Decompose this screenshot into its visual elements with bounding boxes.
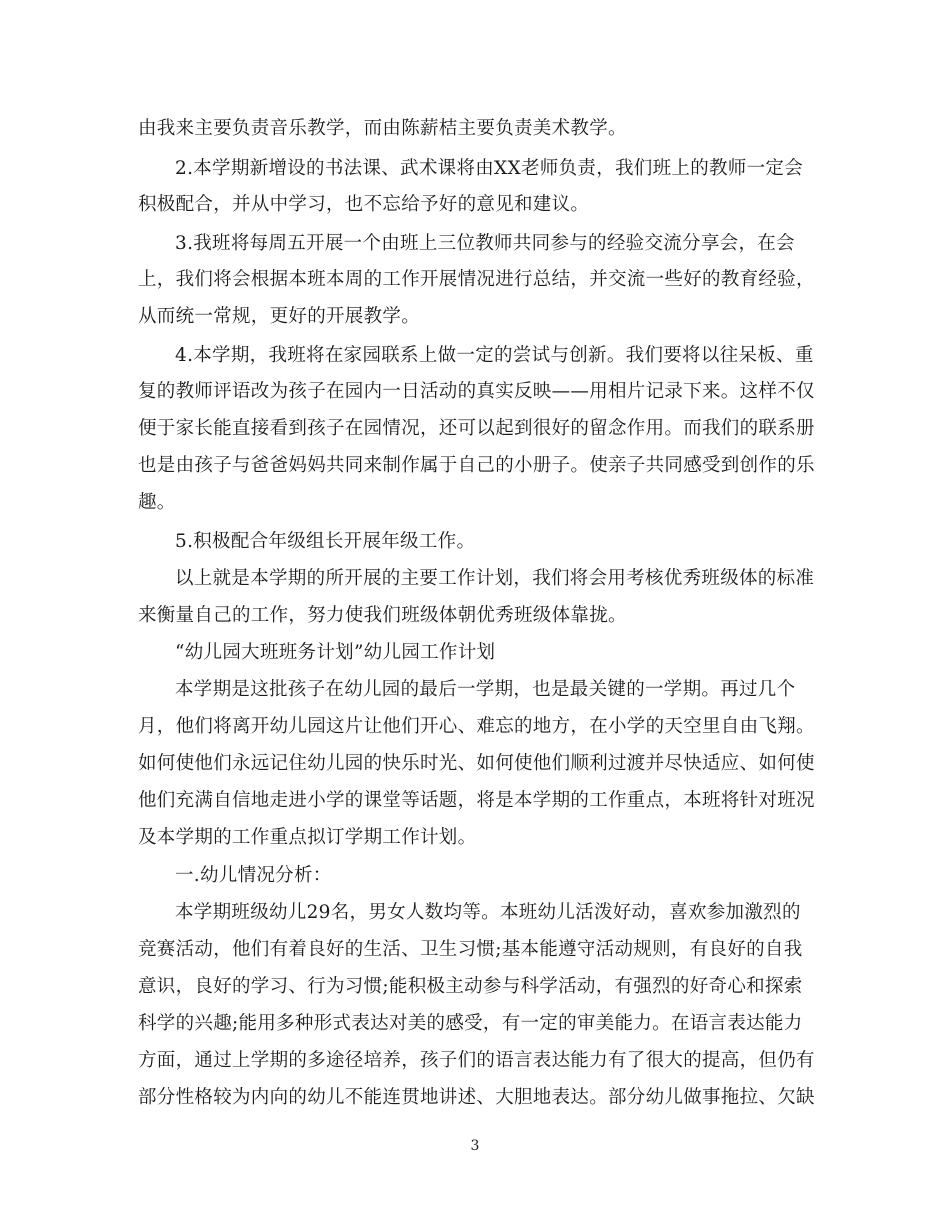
paragraph-line: 以上就是本学期的所开展的主要工作计划，我们将会用考核优秀班级体的标准: [175, 568, 815, 589]
paragraph-line: 来衡量自己的工作，努力使我们班级体朝优秀班级体靠拢。: [138, 605, 627, 626]
paragraph-line: 3.我班将每周五开展一个由班上三位教师共同参与的经验交流分享会，在会: [175, 233, 795, 254]
paragraph-line: 本学期班级幼儿29名，男女人数均等。本班幼儿活泼好动，喜欢参加激烈的: [175, 902, 801, 923]
paragraph-line: 也是由孩子与爸爸妈妈共同来制作属于自己的小册子。使亲子共同感受到创作的乐: [138, 455, 815, 476]
paragraph-line: 方面，通过上学期的多途径培养，孩子们的语言表达能力有了很大的提高，但仍有: [138, 1050, 815, 1071]
page-number: 3: [470, 1138, 480, 1154]
paragraph-line: 月，他们将离开幼儿园这片让他们开心、难忘的地方，在小学的天空里自由飞翔。: [138, 716, 815, 737]
paragraph-line: 意识，良好的学习、行为习惯;能积极主动参与科学活动，有强烈的好奇心和探索: [138, 976, 803, 997]
paragraph-line: 4.本学期，我班将在家园联系上做一定的尝试与创新。我们要将以往呆板、重: [175, 345, 814, 366]
paragraph-line: 本学期是这批孩子在幼儿园的最后一学期，也是最关键的一学期。再过几个: [175, 679, 796, 700]
paragraph-line: 上，我们将会根据本班本周的工作开展情况进行总结，并交流一些好的教育经验，: [138, 269, 815, 290]
section-title: “幼儿园大班班务计划”幼儿园工作计划: [175, 642, 496, 663]
paragraph-line: 2.本学期新增设的书法课、武术课将由XX老师负责，我们班上的教师一定会: [175, 158, 803, 179]
paragraph-line: 部分性格较为内向的幼儿不能连贯地讲述、大胆地表达。部分幼儿做事拖拉、欠缺: [138, 1087, 815, 1108]
paragraph-line: 如何使他们永远记住幼儿园的快乐时光、如何使他们顺利过渡并尽快适应、如何使: [138, 753, 815, 774]
paragraph-line: 及本学期的工作重点拟订学期工作计划。: [138, 827, 477, 848]
paragraph-line: 从而统一常规，更好的开展教学。: [138, 306, 421, 327]
paragraph-line: 科学的兴趣;能用多种形式表达对美的感受，有一定的审美能力。在语言表达能力: [138, 1013, 803, 1034]
section-heading: 一.幼儿情况分析：: [175, 865, 332, 886]
paragraph-line: 他们充满自信地走进小学的课堂等话题，将是本学期的工作重点，本班将针对班况: [138, 790, 815, 811]
paragraph-line: 5.积极配合年级组长开展年级工作。: [175, 531, 476, 552]
paragraph-line: 积极配合，并从中学习，也不忘给予好的意见和建议。: [138, 194, 590, 215]
paragraph-line: 由我来主要负责音乐教学，而由陈薪桔主要负责美术教学。: [138, 118, 627, 139]
paragraph-line: 竞赛活动，他们有着良好的生活、卫生习惯;基本能遵守活动规则，有良好的自我: [138, 939, 803, 960]
paragraph-line: 便于家长能直接看到孩子在园情况，还可以起到很好的留念作用。而我们的联系册: [138, 418, 815, 439]
paragraph-line: 趣。: [138, 492, 176, 513]
paragraph-line: 复的教师评语改为孩子在园内一日活动的真实反映——用相片记录下来。这样不仅: [138, 381, 815, 402]
